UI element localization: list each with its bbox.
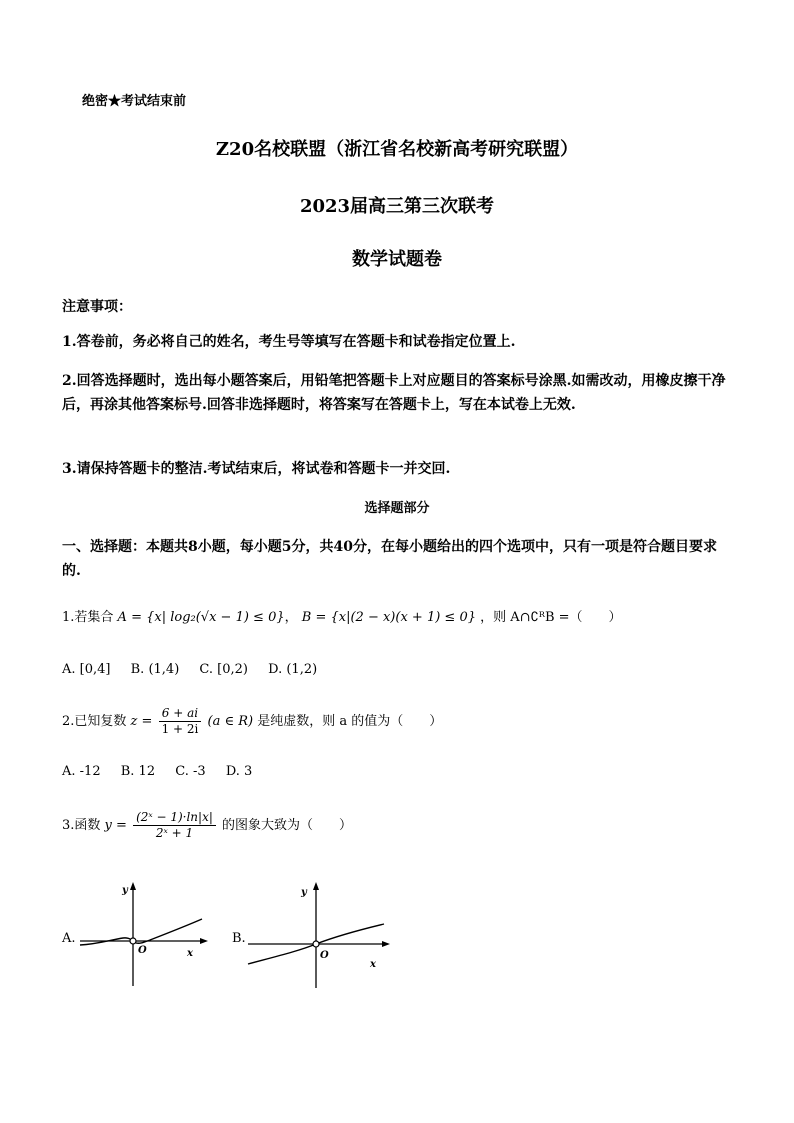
graph-a-x-label: x	[187, 948, 193, 959]
q2-denominator: 1 + 2i	[161, 722, 199, 736]
notes-heading: 注意事项：	[62, 299, 132, 315]
q2-numerator: 6 + ai	[159, 706, 202, 722]
paper-title: 数学试题卷	[352, 249, 442, 270]
q1-prefix: 1.若集合	[62, 610, 114, 625]
q2-option-a: A. -12	[62, 764, 101, 779]
q1-option-a: A. [0,4]	[62, 662, 111, 677]
exam-title: 2023届高三第三次联考	[299, 196, 495, 217]
graph-a-y-arrow	[130, 882, 136, 890]
secret-label: 绝密★考试结束前	[82, 94, 187, 109]
q3-lhs: y =	[104, 818, 127, 833]
graph-b-x-arrow	[382, 941, 390, 947]
graph-a-x-arrow	[200, 938, 208, 944]
note-item-2: 2.回答选择题时，选出每小题答案后，用铅笔把答题卡上对应题目的答案标号涂黑.如需改动，用橡皮擦干净后，再涂其他答案标号.回答非选择题时，将答案写在答题卡上，写在本试卷上无效.	[62, 373, 726, 413]
q2-lhs: z =	[130, 714, 153, 729]
q3-option-b-label: B.	[232, 931, 246, 946]
graph-b-origin-label: O	[320, 950, 329, 961]
q3-prefix: 3.函数	[62, 818, 101, 833]
q2-fraction	[159, 706, 202, 737]
q1-option-c: C. [0,2)	[199, 662, 248, 677]
q2-prefix: 2.已知复数	[62, 714, 127, 729]
graph-b-y-arrow	[313, 882, 319, 890]
q2-options	[62, 764, 268, 779]
question-1: 1.若集合 A = {x| log₂(√x − 1) ≤ 0}， B = {x|(2 − x)(x + 1) ≤ 0} ，则 A∩∁ᴿB =（ ）	[62, 610, 622, 625]
q1-option-d: D. (1,2)	[268, 662, 318, 677]
section-title: 选择题部分	[364, 501, 430, 516]
note-item-3: 3.请保持答题卡的整洁.考试结束后，将试卷和答题卡一并交回.	[62, 461, 451, 477]
note-item-1: 1.答卷前，务必将自己的姓名，考生号等填写在答题卡和试卷指定位置上.	[62, 334, 516, 350]
q1-ask: ，则 A∩∁ᴿB =（ ）	[480, 610, 622, 625]
q1-set-b: B = {x|(2 − x)(x + 1) ≤ 0}	[301, 610, 476, 625]
q3-ask: 的图象大致为（ ）	[222, 818, 353, 833]
part-1-instructions: 一、选择题：本题共8小题，每小题5分，共40分，在每小题给出的四个选项中，只有一项是符合题目要求的.	[62, 539, 717, 579]
graph-b-y-label: y	[301, 887, 307, 898]
q2-ask: 是纯虚数，则 a 的值为（ ）	[257, 714, 443, 729]
q3-fraction	[133, 810, 216, 841]
q2-option-d: D. 3	[225, 764, 253, 779]
q1-option-b: B. (1,4)	[130, 662, 180, 677]
graph-a-origin-label: O	[138, 945, 147, 956]
question-2	[62, 706, 442, 737]
q3-graph-a	[78, 878, 210, 990]
graph-a-y-label: y	[122, 885, 128, 896]
q1-options	[62, 662, 333, 677]
graph-b-x-label: x	[370, 959, 376, 970]
q1-set-a: A = {x| log₂(√x − 1) ≤ 0}	[117, 610, 285, 625]
q3-denominator: 2ˣ + 1	[155, 826, 194, 840]
org-title: Z20名校联盟（浙江省名校新高考研究联盟）	[215, 139, 579, 160]
q2-option-c: C. -3	[175, 764, 206, 779]
q3-graph-b	[244, 878, 392, 992]
q2-option-b: B. 12	[120, 764, 156, 779]
question-3	[62, 810, 352, 841]
q2-condition: (a ∈ R)	[207, 714, 254, 729]
graph-b-origin-hole	[313, 941, 319, 947]
q3-option-a-label: A.	[62, 931, 76, 946]
q3-numerator: (2ˣ − 1)·ln|x|	[133, 810, 216, 826]
